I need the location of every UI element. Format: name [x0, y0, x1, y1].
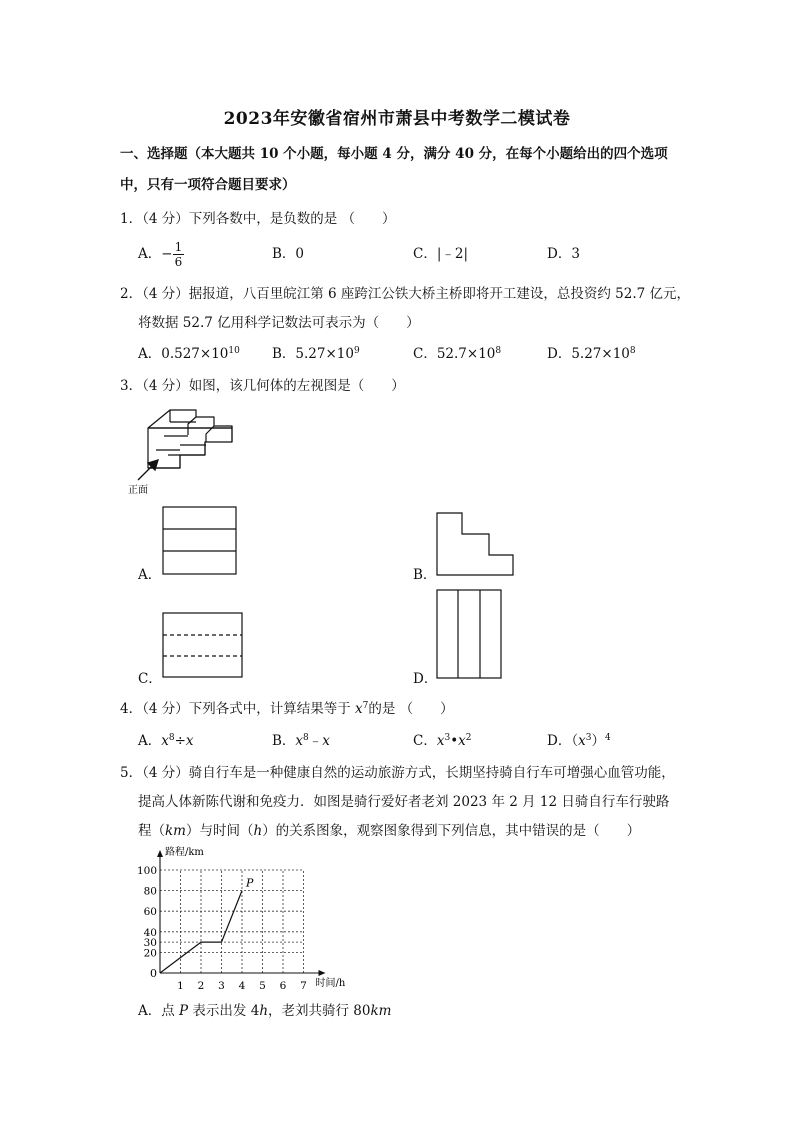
front-label: 正面	[128, 485, 148, 496]
q3-option-a-figure	[162, 506, 240, 578]
q2-stem-line1: 2．（4 分）据报道，八百里皖江第 6 座跨江公铁大桥主桥即将开工建设，总投资约 52.7 亿元，	[120, 286, 691, 302]
graph-axes	[157, 850, 326, 976]
q2-option-d-base: D．5.27×10	[547, 346, 630, 362]
q2-option-b	[272, 342, 360, 362]
q5-a-h: h	[259, 1003, 269, 1019]
q2-option-c	[413, 342, 501, 362]
figure-b-outline	[437, 513, 513, 575]
q5-stem-line3	[138, 819, 640, 839]
q4-c-exp2: 2	[465, 733, 472, 743]
q4-a-op: ÷	[174, 733, 186, 749]
q4-b-pre: B．	[272, 733, 296, 749]
q4-a-var: x	[161, 733, 169, 749]
q5-stem3-a: 程（	[138, 823, 165, 839]
y-tick-label-20: 20	[143, 947, 157, 960]
graph-origin-label: 0	[150, 967, 157, 980]
q2-option-d-exp: 8	[629, 346, 636, 356]
q3-option-a-label: A．	[138, 567, 162, 583]
q1-stem: 1．（4 分）下列各数中，是负数的是 （ ）	[120, 211, 396, 227]
q3-option-b-label: B．	[413, 567, 437, 583]
q5-stem3-km: km	[165, 823, 186, 839]
x-axis-arrow	[319, 970, 326, 976]
q3-stem: 3．（4 分）如图，该几何体的左视图是（ ）	[120, 378, 405, 394]
q4-b-exp: 8	[303, 733, 309, 743]
y-tick-label-80: 80	[143, 885, 157, 898]
q1-fraction-den: 6	[174, 255, 183, 269]
graph-point-p-label: P	[246, 876, 254, 890]
q5-distance-time-graph	[136, 842, 346, 992]
q4-option-a	[138, 729, 194, 749]
q4-c-exp: 3	[444, 733, 451, 743]
x-tick-label-1: 1	[177, 980, 184, 992]
q5-option-a	[138, 999, 391, 1019]
q1-fraction	[173, 240, 185, 269]
q1-fraction-num: 1	[174, 240, 183, 254]
q4-stem-pre: 4．（4 分）下列各式中，计算结果等于	[120, 701, 356, 717]
y-axis-arrow	[157, 850, 163, 857]
q3-option-d-label: D．	[413, 671, 438, 687]
q4-d-exp: 3	[585, 733, 592, 743]
figure-a-outline	[163, 507, 236, 574]
q4-d-exp2: 4	[604, 733, 611, 743]
q4-stem-post: 的是 （ ）	[368, 701, 454, 717]
q1-option-b: B．0	[272, 246, 305, 262]
q4-d-pre: D．（	[547, 733, 579, 749]
y-tick-label-60: 60	[143, 906, 157, 919]
q1-option-c: C．|﹣2|	[413, 246, 469, 262]
y-tick-label-100: 100	[136, 865, 157, 877]
q4-option-d	[547, 729, 611, 749]
q4-option-b	[272, 729, 330, 749]
q5-a-mid: 表示出发 4	[188, 1003, 260, 1019]
q4-a-pre: A．	[138, 733, 162, 749]
q4-d-post: ）	[591, 733, 605, 749]
q5-stem-line1: 5．（4 分）骑自行车是一种健康自然的运动旅游方式，长期坚持骑自行车可增强心血管功能，	[120, 765, 675, 781]
graph-x-axis-label: 时间/h	[315, 978, 346, 989]
solid-top-edges	[148, 410, 232, 428]
graph-y-axis-label: 路程/km	[165, 847, 204, 858]
q4-a-exp: 8	[168, 733, 175, 743]
q5-a-pre: A．点	[138, 1003, 180, 1019]
q5-a-post: ，老刘共骑行 80	[268, 1003, 371, 1019]
q2-option-b-exp: 9	[353, 346, 360, 356]
solid-front-face	[148, 428, 232, 468]
q2-option-b-base: B．5.27×10	[272, 346, 354, 362]
q4-c-op: •	[450, 733, 459, 749]
y-tick-label-40: 40	[143, 926, 157, 939]
q3-option-d-figure	[436, 589, 504, 681]
q5-a-km: km	[370, 1003, 392, 1019]
q4-stem	[120, 697, 454, 717]
q2-stem-line2: 将数据 52.7 亿用科学记数法可表示为（ ）	[138, 315, 420, 331]
q2-option-d	[547, 342, 636, 362]
q4-a-var2: x	[185, 733, 194, 749]
q4-stem-exp: 7	[362, 701, 369, 711]
q2-option-a-base: A．0.527×10	[138, 346, 229, 362]
x-tick-label-4: 4	[238, 980, 246, 992]
q5-stem3-h: h	[253, 823, 263, 839]
q4-c-var: x	[436, 733, 445, 749]
q2-option-a	[138, 342, 240, 362]
x-tick-label-5: 5	[259, 980, 266, 992]
x-tick-label-3: 3	[218, 980, 225, 992]
graph-grid	[160, 870, 304, 973]
figure-c-outline	[163, 613, 242, 677]
q4-stem-var: x	[355, 701, 363, 717]
figure-d-outline	[437, 590, 501, 678]
q5-stem-line2: 提高人体新陈代谢和免疫力．如图是骑行爱好者老刘 2023 年 2 月 12 日骑自行车行驶路	[138, 794, 670, 810]
q2-option-c-exp: 8	[495, 346, 502, 356]
q2-option-c-base: C．52.7×10	[413, 346, 496, 362]
q2-option-a-exp: 10	[228, 346, 240, 356]
y-tick-label-30: 30	[143, 937, 157, 950]
q4-c-pre: C．	[413, 733, 437, 749]
q4-b-var2: x	[322, 733, 330, 749]
section-heading-1: 一、选择题（本大题共 10 个小题，每小题 4 分，满分 40 分，在每个小题给出的四个选项	[120, 146, 668, 162]
q1-option-a-sign: −	[161, 246, 173, 262]
q1-option-d: D．3	[547, 246, 580, 262]
q1-option-a-prefix: A．	[138, 246, 162, 262]
page-title: 2023年安徽省宿州市萧县中考数学二模试卷	[223, 109, 571, 129]
q5-stem3-c: ）的关系图象，观察图象得到下列信息，其中错误的是（ ）	[262, 823, 641, 839]
q4-c-var2: x	[458, 733, 466, 749]
q3-option-b-figure	[436, 512, 516, 578]
section-heading-2: 中，只有一项符合题目要求）	[120, 177, 296, 193]
q4-b-op: ﹣	[308, 733, 323, 749]
x-tick-label-6: 6	[279, 980, 287, 992]
q4-d-var: x	[578, 733, 586, 749]
q3-solid-figure	[128, 400, 248, 500]
q5-stem3-b: ）与时间（	[185, 823, 254, 839]
solid-step-faces	[156, 450, 180, 455]
q4-b-var: x	[295, 733, 304, 749]
q4-option-c	[413, 729, 472, 749]
x-tick-label-2: 2	[197, 980, 205, 992]
q3-option-c-figure	[162, 612, 244, 680]
q5-a-p: P	[179, 1003, 189, 1019]
x-tick-label-7: 7	[300, 980, 307, 992]
q3-option-c-label: C．	[138, 671, 162, 687]
q1-option-a	[138, 240, 184, 269]
